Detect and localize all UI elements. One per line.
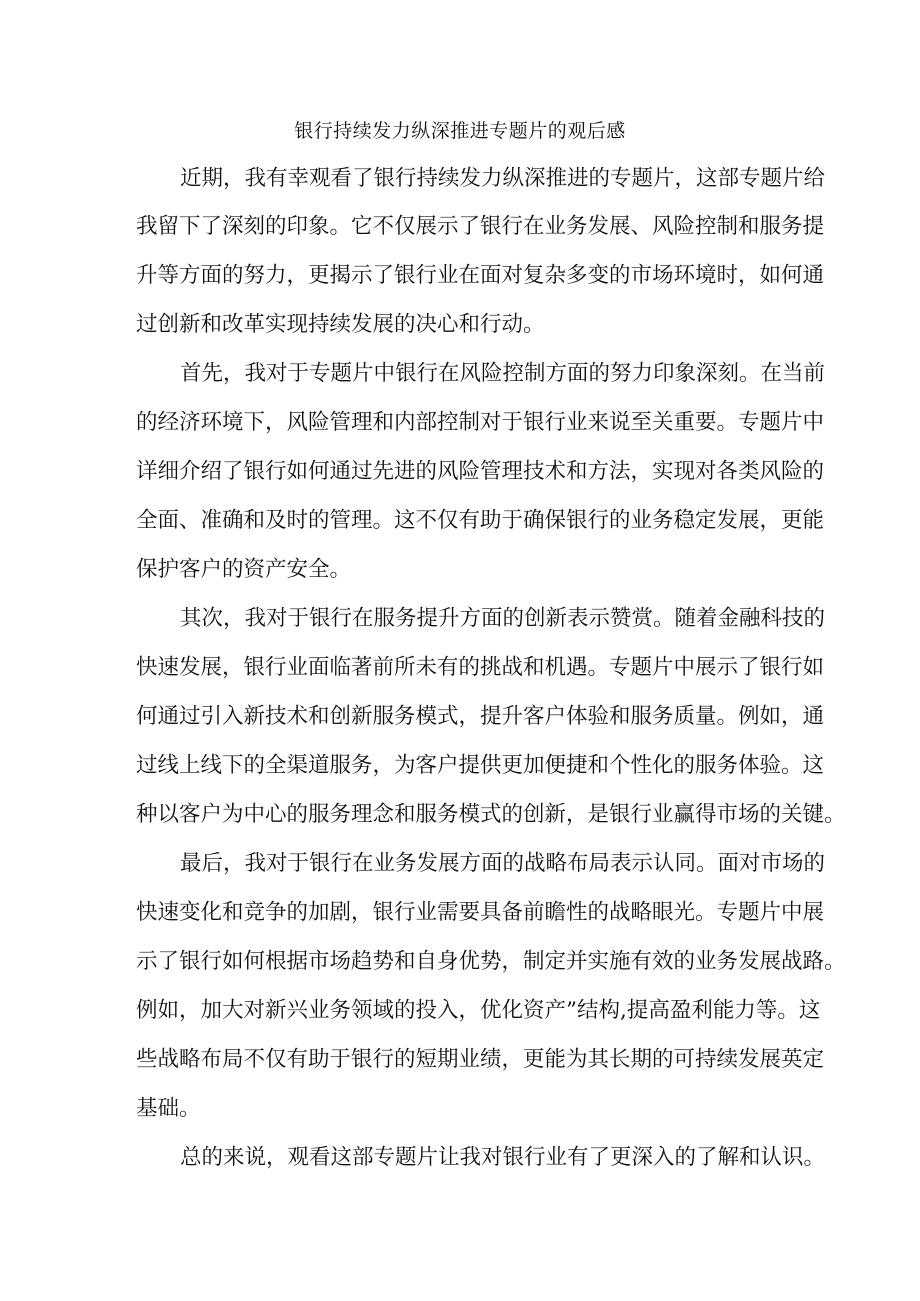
paragraph-2-line-2: 的经济环境下，风险管理和内部控制对于银行业来说至关重要。专题片中 (136, 410, 825, 435)
paragraph-4-line-2: 快速变化和竞争的加剧，银行业需要具备前瞻性的战略眼光。专题片中展 (136, 900, 825, 925)
paragraph-2-line-5: 保护客户的资产安全。 (136, 557, 352, 582)
paragraph-1-line-2: 我留下了深刻的印象。它不仅展示了银行在业务发展、风险控制和服务提 (136, 214, 825, 239)
paragraph-3-line-5: 种以客户为中心的服务理念和服务模式的创新，是银行业赢得市场的关键。 (136, 802, 846, 827)
paragraph-4-line-6: 基础。 (136, 1096, 201, 1121)
paragraph-2-line-4: 全面、准确和及时的管理。这不仅有助于确保银行的业务稳定发展，更能 (136, 508, 825, 533)
paragraph-1-line-1: 近期，我有幸观看了银行持续发力纵深推进的专题片，这部专题片给 (180, 166, 826, 191)
paragraph-4-line-5: 些战略布局不仅有助于银行的短期业绩，更能为其长期的可持续发展英定 (136, 1047, 825, 1072)
paragraph-2-line-3: 详细介绍了银行如何通过先进的风险管理技术和方法，实现对各类风险的 (136, 459, 825, 484)
paragraph-3-line-2: 快速发展，银行业面临著前所未有的挑战和机遇。专题片中展示了银行如 (136, 655, 825, 680)
paragraph-4-line-3: 示了银行如何根据市场趋势和自身优势，制定并实施有效的业务发展战路。 (136, 949, 846, 974)
paragraph-4-line-1: 最后，我对于银行在业务发展方面的战略布局表示认同。面对市场的 (180, 851, 826, 876)
paragraph-3-line-4: 过线上线下的全渠道服务，为客户提供更加便捷和个性化的服务体验。这 (136, 753, 825, 778)
paragraph-1-line-4: 过创新和改革实现持续发展的决心和行动。 (136, 312, 545, 337)
paragraph-4-line-4: 例如，加大对新兴业务领域的投入，优化资产”结构,提高盈利能力等。这 (136, 998, 821, 1023)
paragraph-3-line-1: 其次，我对于银行在服务提升方面的创新表示赞赏。随着金融科技的 (180, 606, 826, 631)
paragraph-3-line-3: 何通过引入新技术和创新服务模式，提升客户体验和服务质量。例如，通 (136, 704, 825, 729)
paragraph-2-line-1: 首先，我对于专题片中银行在风险控制方面的努力印象深刻。在当前 (180, 361, 826, 386)
paragraph-5-line-1: 总的来说，观看这部专题片让我对银行业有了更深入的了解和认识。 (180, 1145, 826, 1170)
document-title: 银行持续发力纵深推进专题片的观后感 (294, 120, 626, 142)
paragraph-1-line-3: 升等方面的努力，更揭示了银行业在面对复杂多变的市场环境时，如何通 (136, 263, 825, 288)
